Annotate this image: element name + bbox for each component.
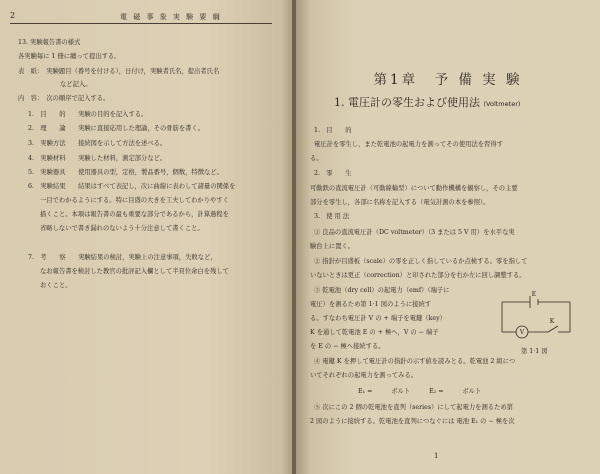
right-line: る。すなわち電圧計 V の + 端子を電鍵（key） (310, 315, 446, 322)
right-line: 3. 使 用 法 (314, 213, 350, 220)
section-title-text: 1. 電圧計の零生および使用法 (334, 96, 480, 109)
right-line: ③ 乾電池（dry cell）の起電力（emf）（端子に (314, 287, 450, 294)
right-line: 電圧）を測るため第 1·1 図のように接続す (310, 301, 432, 308)
left-line: 7. 考 察 実験結果の検討，実験上の注意事項，失敗など， (28, 254, 217, 261)
left-line: 4. 実験材料 実験した材料，測定部分など。 (28, 155, 167, 162)
right-line: 2 図のように接続する。乾電池を直列につなぐには 電池 E₁ の − 極を次 (310, 418, 515, 425)
section-title (334, 94, 520, 110)
left-line: なお報告書を検討した教官の批評記入欄として半頁位余白を残して (40, 268, 229, 275)
right-line: E₁ = ボルト E₂ = ボルト (358, 388, 482, 395)
figure-caption: 第 1·1 図 (521, 348, 548, 355)
section-title-en: (Voltmeter) (483, 100, 521, 108)
left-line: 表 紙： 実験題目（番号を付ける），日付け，実験者氏名，提出者氏名 (18, 68, 220, 75)
left-line: 各実験毎に 1 冊に纏って提出する。 (18, 53, 121, 60)
left-line: など記入。 (60, 81, 92, 88)
chapter-title: 第1章 予 備 実 験 (373, 72, 523, 88)
right-line: ④ 電鍵 K を押して電圧計の指針の示す値を読みとる。乾電池 2 組につ (314, 358, 516, 365)
left-line: 6. 実験結果 結果はすべて表記し，次に曲線に表わして諸量の関係を (28, 183, 236, 190)
left-line: 内 容： 次の順序で記入する。 (18, 95, 110, 102)
right-line: 2. 零 生 (314, 170, 352, 177)
left-line: 3. 実験方法 接続図を示して方法を述べる。 (28, 140, 167, 147)
right-line: 1. 目 的 (314, 127, 352, 134)
left-line: 5. 実験器具 使用器具の型，定格，製品番号，個数，特徴など。 (28, 169, 223, 176)
figure-label-v: V (519, 329, 525, 336)
right-line: K を通して乾電池 E の + 極へ，V の − 端子 (310, 329, 439, 336)
left-line: 省略しないで書き漏れのないよう十分注意して書くこと。 (40, 225, 204, 232)
circuit-figure (494, 290, 582, 346)
right-line: 部分を零生し，各部に名称を記入する（電気計測の本を参照）。 (310, 199, 490, 206)
figure-label-k: K (549, 318, 555, 325)
right-line: いてそれぞれの起電力を測ってみる。 (310, 372, 418, 379)
left-header (10, 9, 272, 24)
left-page-number: 2 (10, 11, 16, 20)
right-line: る。 (310, 155, 323, 162)
right-line: ⑤ 次にこの 2 個の乾電池を直列（series）にして起電力を測るため第 (314, 404, 513, 411)
left-page (0, 0, 294, 474)
key-switch (548, 326, 558, 332)
right-page-number: 1 (434, 452, 439, 460)
right-page (296, 0, 600, 474)
left-line: おくこと。 (40, 282, 72, 289)
right-line: ① 良品の直流電圧計（DC voltmeter）（3 または 5 V 用）を水平な実 (314, 229, 515, 236)
left-line: 1. 目 的 実験の目的を記入する。 (28, 111, 148, 118)
right-line: を E の − 極へ接続する。 (310, 343, 385, 350)
right-line: ② 指針が目盛板（scale）の零を正しく指しているか点検する。零を指して (314, 258, 528, 265)
right-line: 験台上に置く。 (310, 243, 354, 250)
left-line: 13. 実験報告書の様式 (18, 39, 81, 46)
figure-label-e: E (531, 291, 537, 298)
running-title: 電 磁 事 象 実 験 要 綱 (120, 13, 222, 21)
right-line: いないときは更正（correction）と印された部分を右か左に回し調整する。 (310, 272, 526, 279)
left-line: 描くこと。本項は報告書の最も重要な部分であるから，計算過程を (40, 211, 229, 218)
left-line: 2. 理 論 実験に直接応用した理論，その骨筋を書く。 (28, 125, 204, 132)
right-line: 電圧計を零生し，また乾電池の起電力を測ってその使用法を習得す (314, 141, 503, 148)
right-line: 可動鉄の直流電圧計（可動線輪型）について動作機構を観察し，その主要 (310, 185, 518, 192)
left-line: 一目でわかるようにする。特に目盛の大きを工夫してわかりやすく (40, 197, 229, 204)
